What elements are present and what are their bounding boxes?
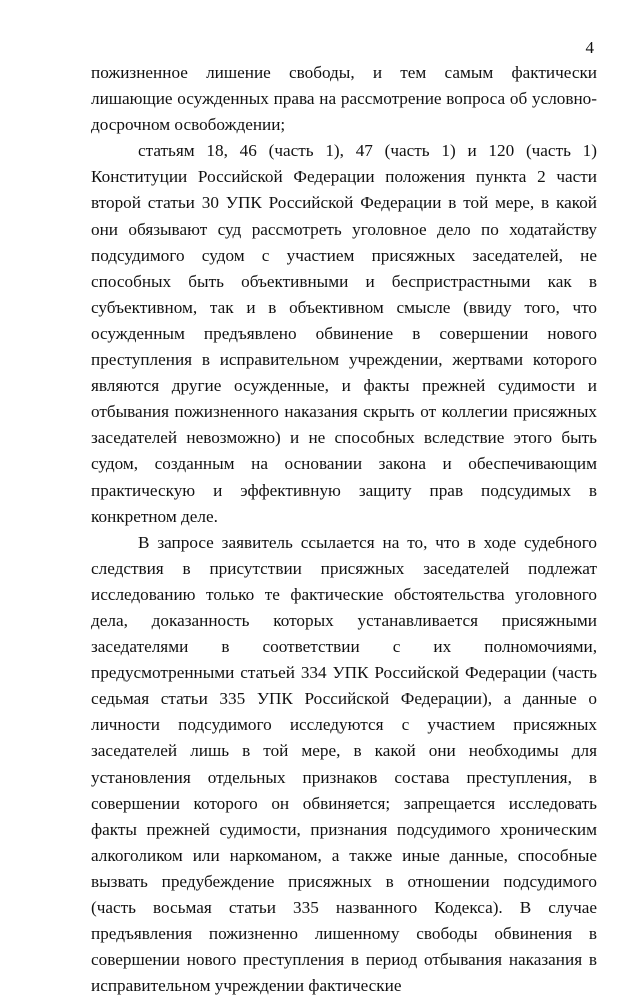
page-number: 4 xyxy=(585,38,594,57)
paragraph-2: статьям 18, 46 (часть 1), 47 (часть 1) и 120 (часть 1) Конституции Российской Федерации положения пункта 2 части второй статьи 30 УПК Российской Федерации в той мере, в какой они обязывают суд рассмотреть уголовное дело по ходатайству подсудимого судом с участием присяжных заседателей, не способных быть объективными и беспристрастными как в субъективном, так и в объективном смысле (ввиду того, что осужденным предъявлено обвинение в совершении нового преступления в исправительном учреждении, жертвами которого являются другие осужденные, и факты прежней судимости и отбывания пожизненного наказания скрыть от коллегии присяжных заседателей невозможно) и не способных вследствие этого быть судом, созданным на основании закона и обеспечивающим практическую и эффективную защиту прав подсудимых в конкретном деле. xyxy=(91,141,597,526)
paragraph-3: В запросе заявитель ссылается на то, что в ходе судебного следствия в присутствии присяжных заседателей подлежат исследованию только те фактические обстоятельства уголовного дела, доказанность которых устанавливается присяжными заседателями в соответствии с их полномочиями, предусмотренными статьей 334 УПК Российской Федерации (часть седьмая статьи 335 УПК Российской Федерации), а данные о личности подсудимого исследуются с участием присяжных заседателей лишь в той мере, в какой они необходимы для установления отдельных признаков состава преступления, в совершении которого он обвиняется; запрещается исследовать факты прежней судимости, признания подсудимого хроническим алкоголиком или наркоманом, а также иные данные, способные вызвать предубеждение присяжных в отношении подсудимого (часть восьмая статьи 335 названного Кодекса). В случае предъявления пожизненно лишенному свободы обвинения в совершении нового преступления в период отбывания наказания в исправительном учреждении фактические xyxy=(91,532,597,996)
document-body xyxy=(91,60,597,999)
paragraph-1: пожизненное лишение свободы, и тем самым фактически лишающие осужденных права на рассмотрение вопроса об условно-досрочном освобождении; xyxy=(91,63,597,135)
